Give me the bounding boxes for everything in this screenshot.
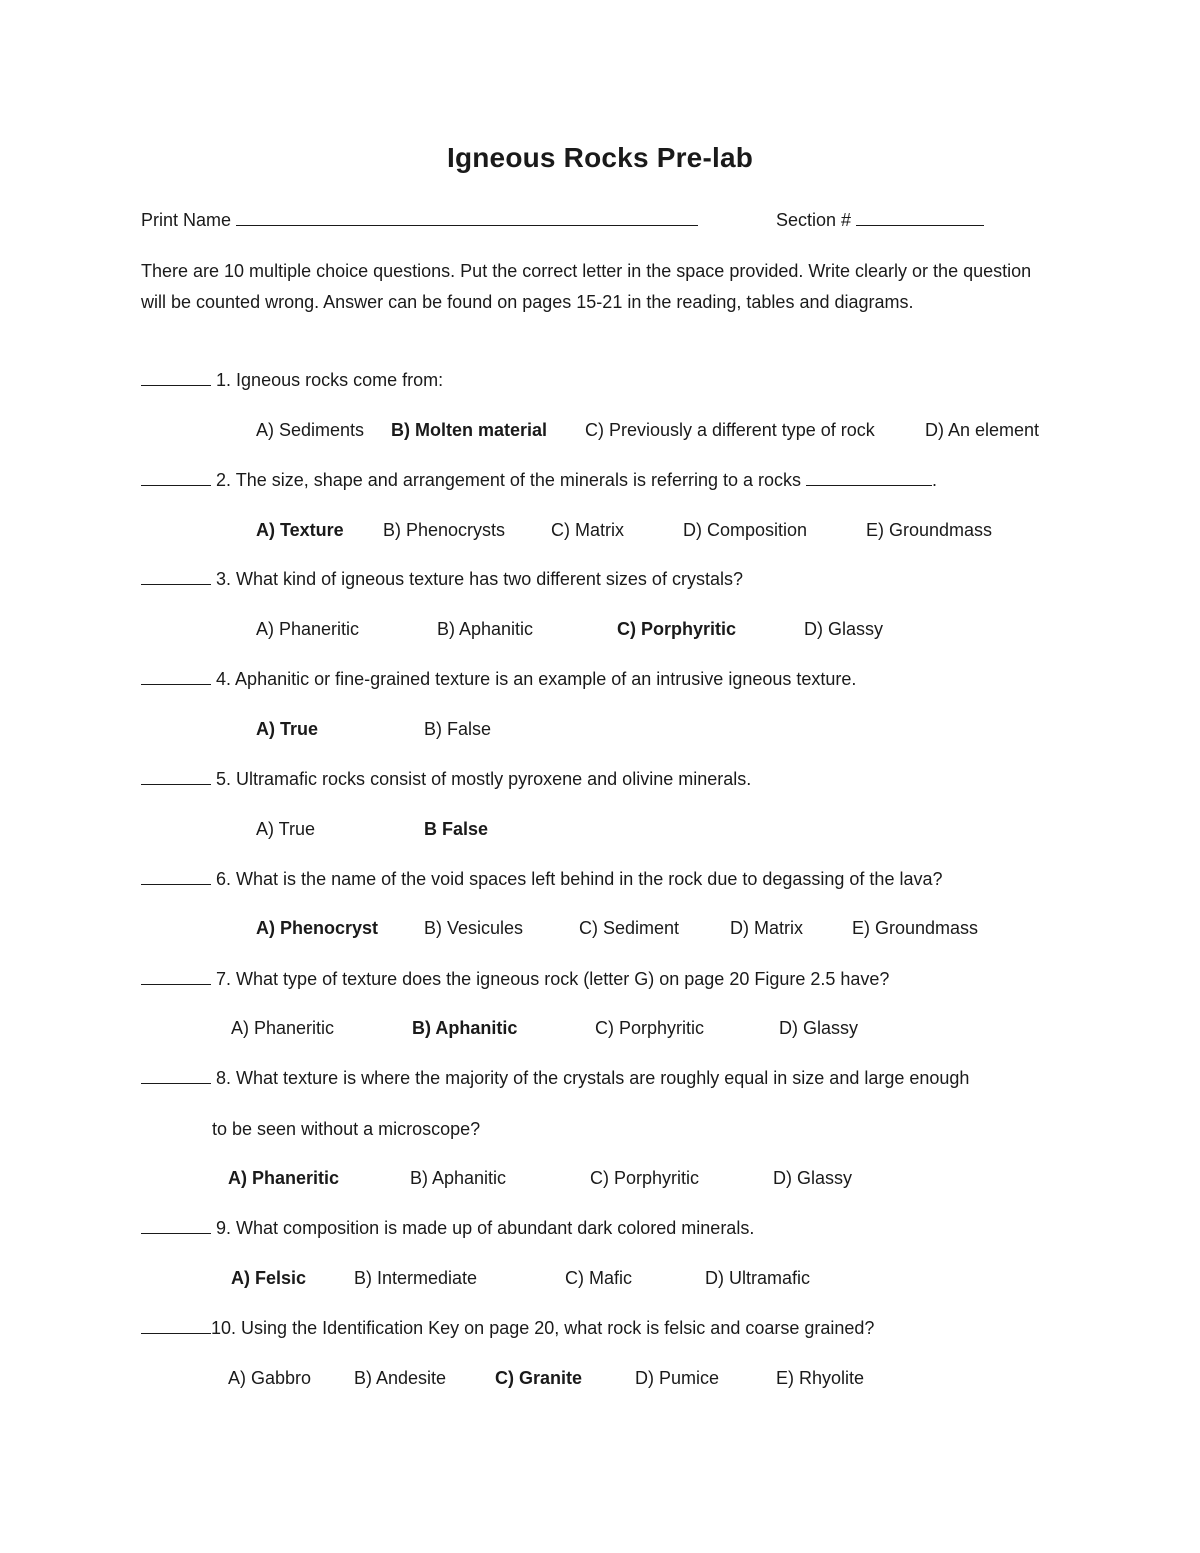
option: D) Pumice <box>635 1368 720 1388</box>
option-correct: A) Texture <box>256 520 344 540</box>
option: E) Rhyolite <box>776 1368 865 1388</box>
fill-in-blank[interactable] <box>806 468 932 486</box>
option-correct: B) Molten material <box>391 420 548 440</box>
option: D) Composition <box>683 520 808 540</box>
question-2 <box>141 468 937 492</box>
question-number: 9. <box>216 1218 232 1238</box>
answer-blank[interactable] <box>141 667 211 685</box>
option: D) Glassy <box>779 1018 859 1038</box>
section-label: Section # <box>776 210 852 230</box>
question-number: 3. <box>216 569 232 589</box>
option: C) Porphyritic <box>590 1168 700 1188</box>
option-correct: A) Felsic <box>231 1268 307 1288</box>
question-number: 2. <box>216 470 232 490</box>
option-correct: B False <box>424 819 489 839</box>
question-number: 4. <box>216 669 232 689</box>
question-text: Using the Identification Key on page 20, what rock is felsic and coarse grained? <box>241 1318 875 1338</box>
page-title: Igneous Rocks Pre-lab <box>446 142 754 173</box>
option-correct: C) Granite <box>495 1368 583 1388</box>
option: C) Mafic <box>565 1268 632 1288</box>
question-text: Ultramafic rocks consist of mostly pyroxene and olivine minerals. <box>236 769 752 789</box>
option-correct: A) True <box>256 719 319 739</box>
option: D) Matrix <box>730 918 803 938</box>
question-number: 10. <box>211 1318 237 1338</box>
option-correct: A) Phaneritic <box>228 1168 340 1188</box>
answer-blank[interactable] <box>141 767 211 785</box>
option: B) Aphanitic <box>410 1168 507 1188</box>
print-name-field[interactable] <box>236 208 698 226</box>
question-text: Igneous rocks come from: <box>236 370 444 390</box>
question-text: Aphanitic or fine-grained texture is an example of an intrusive igneous texture. <box>235 669 857 689</box>
option: B) Vesicules <box>424 918 524 938</box>
question-text: What type of texture does the igneous rock (letter G) on page 20 Figure 2.5 have? <box>236 969 890 989</box>
answer-blank[interactable] <box>141 967 211 985</box>
answer-blank[interactable] <box>141 1216 211 1234</box>
answer-blank[interactable] <box>141 567 211 585</box>
question-5 <box>141 767 751 791</box>
option: A) Phaneritic <box>231 1018 335 1038</box>
question-1 <box>141 368 443 392</box>
answer-blank[interactable] <box>141 1316 211 1334</box>
question-9 <box>141 1216 754 1240</box>
option: D) Glassy <box>804 619 884 639</box>
option: A) Phaneritic <box>256 619 360 639</box>
answer-blank[interactable] <box>141 867 211 885</box>
option: A) True <box>256 819 316 839</box>
question-text-continued: to be seen without a microscope? <box>212 1119 481 1139</box>
option-correct: C) Porphyritic <box>617 619 737 639</box>
section-row <box>776 208 984 232</box>
option: C) Previously a different type of rock <box>585 420 875 440</box>
question-text: What kind of igneous texture has two different sizes of crystals? <box>236 569 743 589</box>
question-6 <box>141 867 943 891</box>
option: A) Gabbro <box>228 1368 312 1388</box>
question-number: 7. <box>216 969 232 989</box>
question-text: What composition is made up of abundant dark colored minerals. <box>236 1218 755 1238</box>
option: C) Sediment <box>579 918 680 938</box>
instructions: There are 10 multiple choice questions. Put the correct letter in the space provided. Write clearly or the question will be counted wrong. Answer can be found on pages 15-21 in the reading, tables and diagrams. <box>141 261 1032 312</box>
question-text: What is the name of the void spaces left behind in the rock due to degassing of the lava? <box>236 869 943 889</box>
question-text-end: . <box>932 470 938 490</box>
question-number: 5. <box>216 769 232 789</box>
question-text: The size, shape and arrangement of the minerals is referring to a rocks <box>235 470 801 490</box>
print-name-row <box>141 208 698 232</box>
question-7 <box>141 967 889 991</box>
option-correct: B) Aphanitic <box>412 1018 518 1038</box>
option: B) Intermediate <box>354 1268 478 1288</box>
option: D) Ultramafic <box>705 1268 811 1288</box>
option: B) Aphanitic <box>437 619 534 639</box>
question-number: 8. <box>216 1068 232 1088</box>
option: C) Porphyritic <box>595 1018 705 1038</box>
answer-blank[interactable] <box>141 368 211 386</box>
answer-blank[interactable] <box>141 468 211 486</box>
question-number: 6. <box>216 869 232 889</box>
question-text: What texture is where the majority of the crystals are roughly equal in size and large enough <box>236 1068 970 1088</box>
option: C) Matrix <box>551 520 624 540</box>
section-field[interactable] <box>856 208 984 226</box>
option: B) Andesite <box>354 1368 447 1388</box>
option: A) Sediments <box>256 420 365 440</box>
print-name-label: Print Name <box>141 210 232 230</box>
option: D) An element <box>925 420 1040 440</box>
option: D) Glassy <box>773 1168 853 1188</box>
question-4 <box>141 667 856 691</box>
question-8 <box>141 1066 969 1090</box>
option-correct: A) Phenocryst <box>256 918 379 938</box>
answer-blank[interactable] <box>141 1066 211 1084</box>
option: B) False <box>424 719 492 739</box>
option: E) Groundmass <box>866 520 993 540</box>
question-10 <box>141 1316 874 1340</box>
question-number: 1. <box>216 370 232 390</box>
option: B) Phenocrysts <box>383 520 506 540</box>
option: E) Groundmass <box>852 918 979 938</box>
question-3 <box>141 567 743 591</box>
